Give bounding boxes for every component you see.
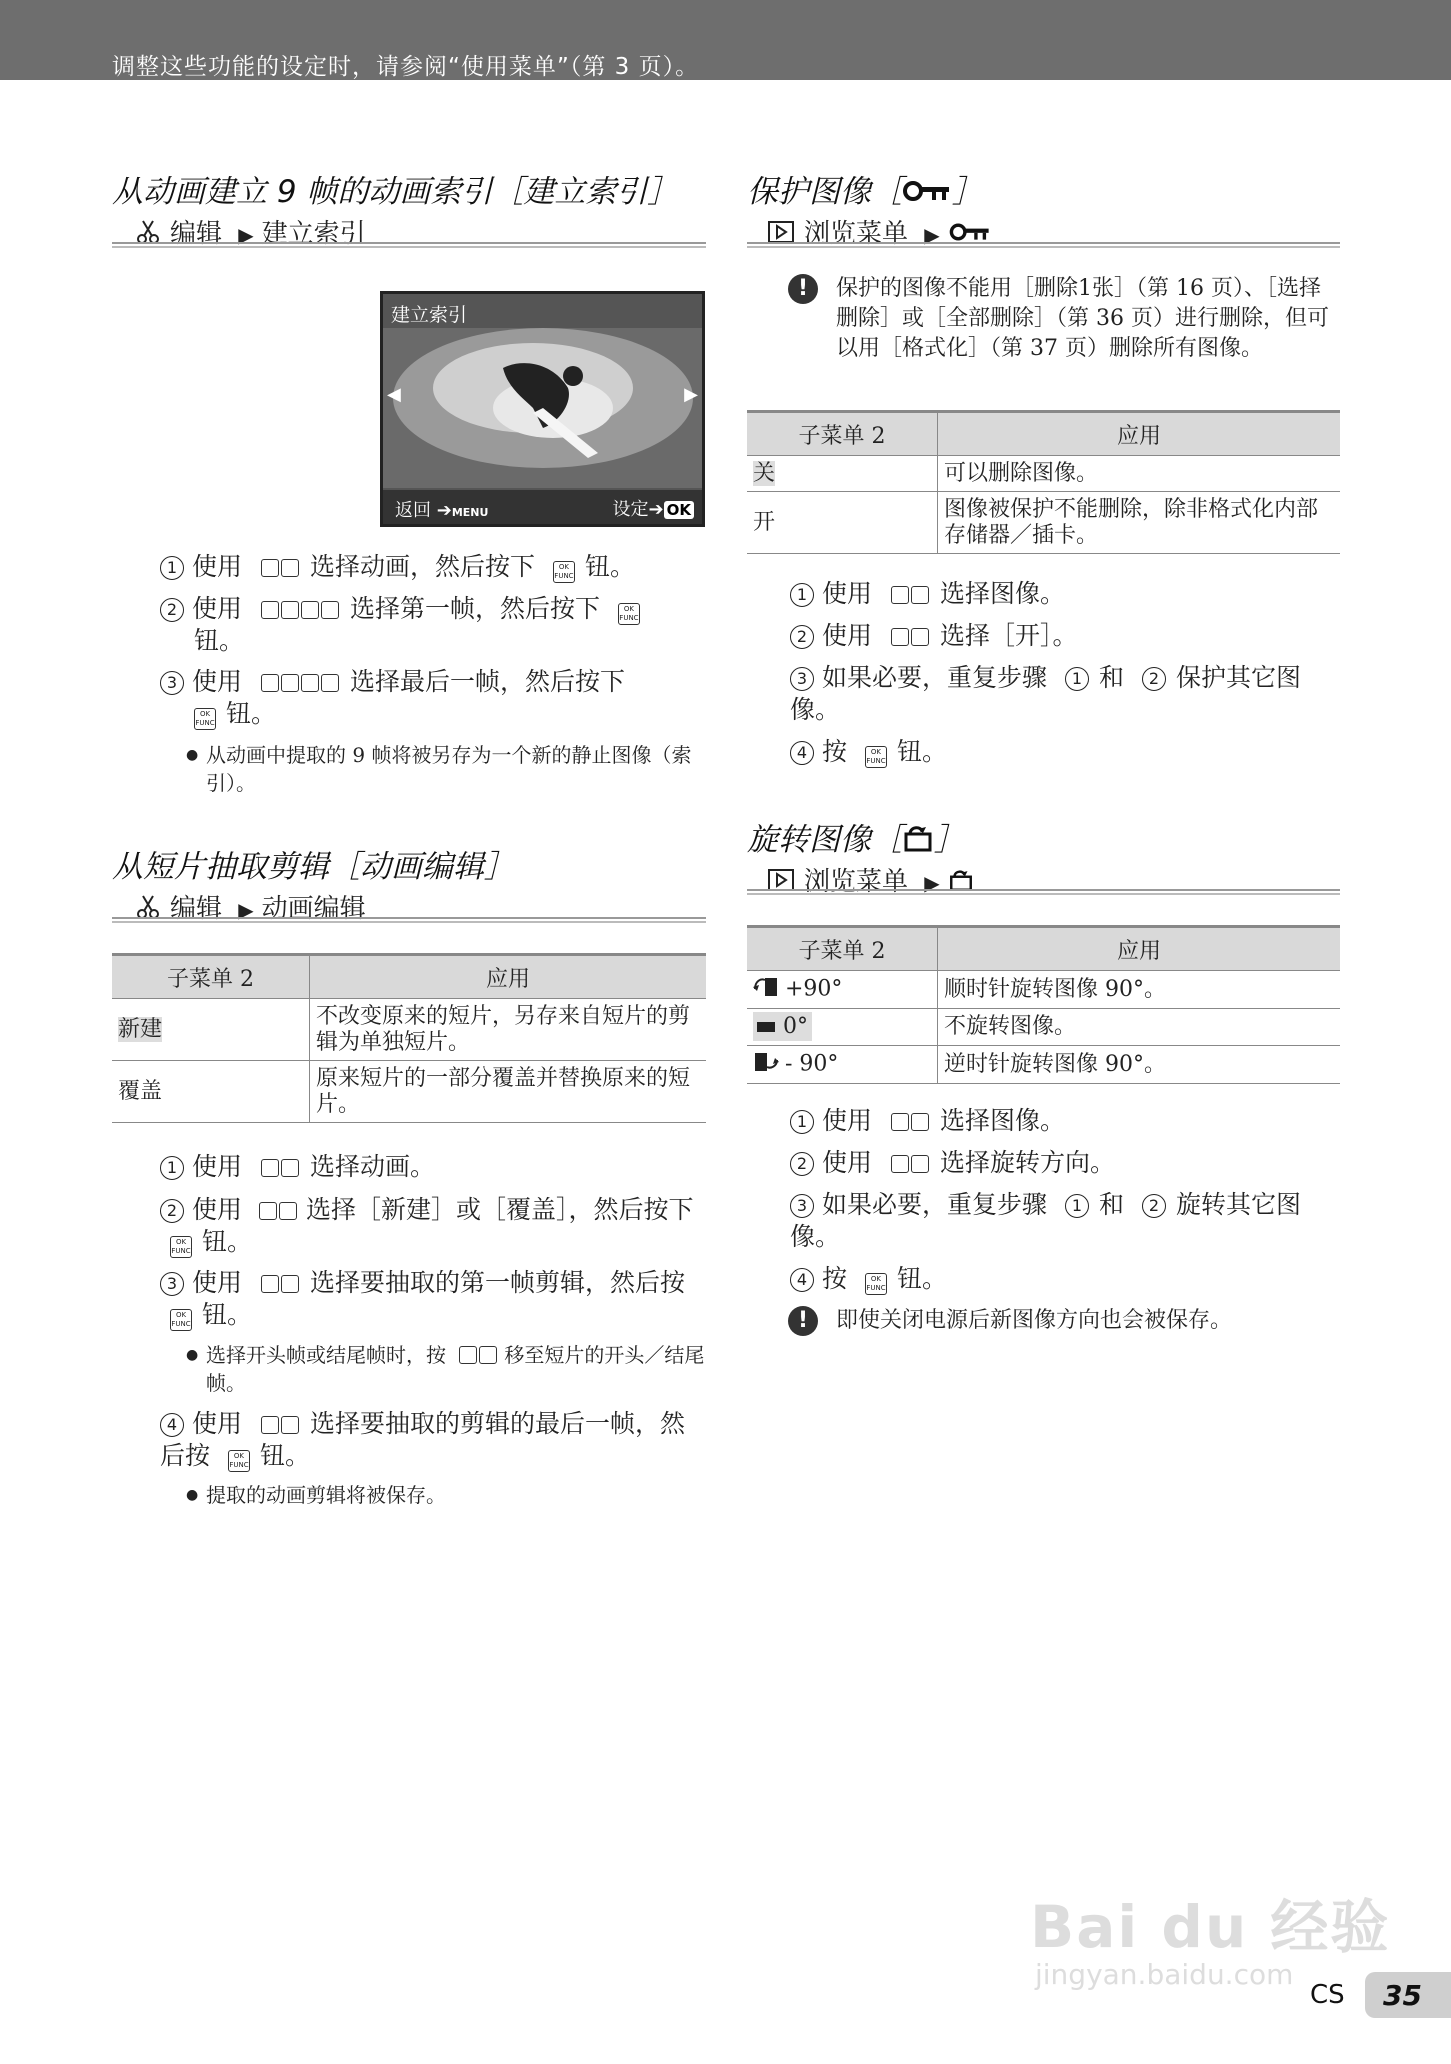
step-2: 2 使用 选择第一帧，然后按下 OK FUNC 钮。 <box>160 593 700 657</box>
step-4: 4 使用 选择要抽取的剪辑的最后一帧，然后按 OK FUNC 钮。 <box>160 1409 685 1470</box>
header-text: 调整这些功能的设定时，请参阅“使用菜单”（第 3 页）。 <box>112 54 700 80</box>
step-2: 2 使用 选择旋转方向。 <box>790 1147 1338 1179</box>
step-1: 1 使用 选择动画。 <box>160 1151 700 1183</box>
table-row: +90° 顺时针旋转图像 90°。 <box>747 971 1340 1009</box>
table-header: 子菜单 2 <box>747 412 938 456</box>
step-1: 1 使用 选择图像。 <box>790 1105 1338 1137</box>
arrow-right-icon: ▶ <box>238 223 254 247</box>
table-header: 应用 <box>310 955 707 999</box>
leftright-keys-icon <box>458 1343 498 1367</box>
page-number-tab <box>1365 1972 1451 2018</box>
screen-title: 建立索引 <box>391 304 468 326</box>
arrow-right-icon: ▶ <box>924 223 940 247</box>
table-row: - 90° 逆时针旋转图像 90°。 <box>747 1046 1340 1084</box>
section-rule <box>112 242 706 248</box>
caution-note: ! 保护的图像不能用［删除1张］（第 16 页）、［选择删除］或［全部删除］（第 36 页）进行删除，但可以用［格式化］（第 37 页）删除所有图像。 <box>790 274 1338 364</box>
surfer-image <box>383 328 702 488</box>
prev-arrow-icon: ◀ <box>387 384 401 405</box>
caution-note: ! 即使关闭电源后新图像方向也会被保存。 <box>790 1306 1338 1336</box>
table-header: 应用 <box>938 927 1341 971</box>
ok-func-icon: OK FUNC <box>865 746 887 768</box>
updown-keys-icon <box>260 552 300 581</box>
movie-edit-table <box>112 953 706 1123</box>
table-row: 关 可以删除图像。 <box>747 456 1340 492</box>
camera-screen <box>380 291 705 527</box>
updown-keys-icon <box>890 579 930 608</box>
rotate-icon <box>902 824 934 860</box>
arrow-right-icon: ▶ <box>238 898 254 922</box>
ok-func-icon: OK FUNC <box>194 708 216 730</box>
rotate-table <box>747 925 1340 1084</box>
screen-ok: OK <box>664 501 694 519</box>
arrow-right-icon: ▶ <box>924 871 940 895</box>
menu-path-menu: 编辑 <box>170 219 223 249</box>
landscape-icon <box>757 1022 775 1032</box>
ok-func-icon: OK FUNC <box>228 1450 250 1472</box>
section-title-index: 从动画建立 9 帧的动画索引［建立索引］ <box>112 174 679 210</box>
menu-path-item: 建立索引 <box>261 219 366 249</box>
section-rule <box>747 242 1340 248</box>
section-title-movie-edit: 从短片抽取剪辑［动画编辑］ <box>112 849 515 885</box>
menu-path-protect: 浏览菜单 ▶ <box>768 213 992 250</box>
leftright-keys-icon <box>258 1195 298 1224</box>
leftright-keys-icon <box>890 1148 930 1177</box>
ok-func-icon: OK FUNC <box>170 1309 192 1331</box>
table-row: 覆盖 原来短片的一部分覆盖并替换原来的短片。 <box>112 1061 706 1123</box>
key-protect-icon <box>902 176 952 212</box>
updown-keys-icon <box>260 1409 300 1438</box>
footer-lang: CS <box>1310 1980 1345 2010</box>
step-2: 2 使用 选择［新建］或［覆盖］，然后按下 OK FUNC 钮。 <box>160 1194 710 1258</box>
updown-keys-icon <box>260 1152 300 1181</box>
step-4: 4 按 OK FUNC 钮。 <box>790 1263 1338 1295</box>
screen-set: 设定 <box>612 499 649 520</box>
header-bar <box>0 0 1451 80</box>
step-4: 4 按 OK FUNC 钮。 <box>790 736 1338 768</box>
leftright-keys-icon <box>890 621 930 650</box>
updown-keys-icon <box>890 1106 930 1135</box>
section-title-rotate: 旋转图像［ ］ <box>747 822 965 858</box>
step-3: 3 如果必要，重复步骤 1 和 2 旋转其它图像。 <box>790 1190 1301 1251</box>
step-3: 3 如果必要，重复步骤 1 和 2 保护其它图像。 <box>790 663 1301 724</box>
menu-path-rotate: 浏览菜单 ▶ <box>768 861 974 899</box>
menu-path-movie-edit: 编辑 ▶ 动画编辑 <box>136 888 366 927</box>
step-1: 1 使用 选择动画，然后按下 OK FUNC 钮。 <box>160 551 700 583</box>
page-number: 35 <box>1383 1979 1422 2012</box>
bullet-note: ● 从动画中提取的 9 帧将被另存为一个新的静止图像（索引）。 <box>186 743 692 795</box>
screen-footer: 返回 ➔MENU 设定➔ OK <box>383 490 702 524</box>
updown-keys-icon <box>260 1268 300 1297</box>
table-header: 应用 <box>938 412 1341 456</box>
step-3: 3 使用 选择要抽取的第一帧剪辑，然后按 OK FUNC 钮。 <box>160 1267 700 1331</box>
table-row: 0° 不旋转图像。 <box>747 1009 1340 1046</box>
watermark-brand: Bai du 经验 <box>1030 1893 1391 1961</box>
table-header: 子菜单 2 <box>747 927 938 971</box>
table-row: 开 图像被保护不能删除，除非格式化内部存储器／插卡。 <box>747 492 1340 554</box>
arrow-keys-icon <box>260 594 340 623</box>
table-row: 新建 不改变原来的短片，另存来自短片的剪辑为单独短片。 <box>112 999 706 1061</box>
arrow-keys-icon <box>260 667 340 696</box>
ok-func-icon: OK FUNC <box>865 1273 887 1295</box>
watermark-url: jingyan.baidu.com <box>1035 1958 1294 1991</box>
rotate-ccw-icon <box>753 1050 779 1079</box>
next-arrow-icon: ▶ <box>684 384 698 405</box>
bullet-note: ● 选择开头帧或结尾帧时，按 移至短片的开头／结尾帧。 <box>186 1343 705 1395</box>
step-3: 3 使用 选择最后一帧，然后按下 OK FUNC 钮。 <box>160 666 700 730</box>
bullet-note: ● 提取的动画剪辑将被保存。 <box>186 1483 446 1507</box>
screen-back: 返回 <box>395 500 431 521</box>
ok-func-icon: OK FUNC <box>618 603 640 625</box>
ok-func-icon: OK FUNC <box>553 561 575 583</box>
section-rule <box>112 917 706 923</box>
caution-icon: ! <box>788 274 818 304</box>
table-header: 子菜单 2 <box>112 955 310 999</box>
step-1: 1 使用 选择图像。 <box>790 578 1338 610</box>
step-2: 2 使用 选择［开］。 <box>790 620 1338 652</box>
section-rule <box>747 889 1340 895</box>
rotate-cw-icon <box>753 975 779 1004</box>
caution-icon: ! <box>788 1306 818 1336</box>
screen-menu: MENU <box>451 506 489 519</box>
ok-func-icon: OK FUNC <box>170 1236 192 1258</box>
protect-table <box>747 410 1340 554</box>
section-title-protect: 保护图像［ ］ <box>747 174 983 210</box>
